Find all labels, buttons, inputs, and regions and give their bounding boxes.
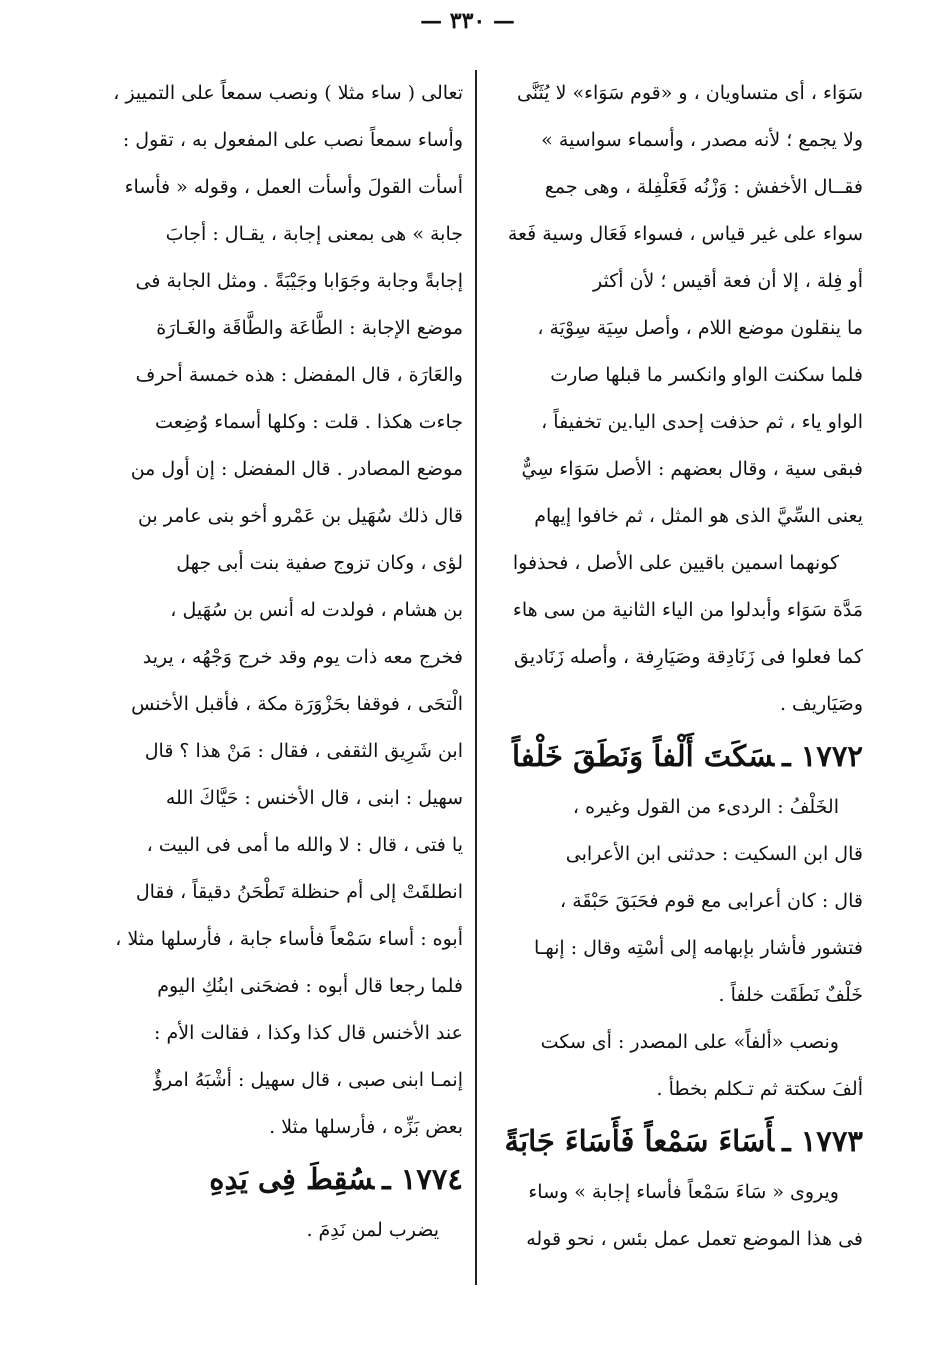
text-line: فخرج معه ذات يوم وقد خرج وَجْهُه ، يريد (142, 646, 463, 668)
text-line: ابن شَرِيق الثقفى ، فقال : مَنْ هذا ؟ قال (144, 740, 463, 762)
text-line: فتشور فأشار بإبهامه إلى أسْتِه وقال : إنهـا (533, 937, 863, 959)
text-line: ويروى « سَاءَ سَمْعاً فأساء إجابة » وساء (528, 1181, 839, 1203)
proverb-title: أَسَاءَ سَمْعاً فَأَسَاءَ جَابَةً (504, 1124, 775, 1158)
text-line: سهيل : ابنى ، قال الأخنس : حَيَّاكَ الله (165, 787, 463, 809)
text-line: ولا يجمع ؛ لأنه مصدر ، وأسماء سواسية » (541, 129, 863, 151)
text-line: بن هشام ، فولدت له أنس بن سُهَيل ، (170, 599, 463, 621)
text-line: وصَيَاريف . (779, 693, 863, 715)
text-line: الْتحَى ، فوقفا بحَزْوَرَة مكة ، فأقبل الأخنس (131, 693, 463, 715)
text-line: الخَلْفُ : الردىء من القول وغيره ، (572, 796, 839, 818)
text-line: فقــال الأخفش : وَزْنُه فَعَلْفِلة ، وهى جمع (544, 176, 863, 198)
text-line: كونهما اسمين باقيين على الأصل ، فحذفوا (512, 552, 839, 574)
text-line: إجابةً وجابة وجَوَابا وجَيْبَةً . ومثل الجابة فى (135, 270, 463, 292)
proverb-number: ١٧٧٣ ـ (782, 1124, 863, 1158)
text-line: موضع الإجابة : الطَّاعَة والطَّاقَة والغَـارَة (156, 317, 463, 339)
text-line: والعَارَة ، قال المفضل : هذه خمسة أحرف (135, 364, 463, 386)
text-line: بعض بَزِّه ، فأرسلها مثلا . (269, 1116, 463, 1138)
proverb-heading-1774 (98, 1151, 463, 1207)
text-line: انطلقَتْ إلى أم حنظلة تَطْحَنُ دقيقاً ، فقال (135, 881, 463, 903)
text-line: أسأت القولَ وأسأت العمل ، وقوله « فأساء (124, 176, 463, 198)
proverb-heading-1772 (495, 728, 863, 784)
right-column (495, 70, 863, 1263)
text-line: يعنى السِّيَّ الذى هو المثل ، ثم خافوا إيهام (534, 505, 863, 527)
text-line: فلما رجعا قال أبوه : فضحَنى ابنُكِ اليوم (157, 975, 463, 997)
text-line: قال ذلك سُهَيل بن عَمْرو أخو بنى عامر بن (137, 505, 463, 527)
column-divider (475, 70, 477, 1285)
text-line: الواو ياء ، ثم حذفت إحدى اليا.ين تخفيفاً ، (541, 411, 863, 433)
text-line: يا فتى ، قال : لا والله ما أمى فى البيت ، (146, 834, 463, 856)
text-line: قال ابن السكيت : حدثنى ابن الأعرابى (565, 843, 863, 865)
proverb-heading-1773 (495, 1113, 863, 1169)
text-line: يضرب لمن نَدِمَ . (306, 1219, 439, 1241)
text-line: ألفَ سكتة ثم تـكلم بخطأ . (656, 1078, 863, 1100)
text-line: قال : كان أعرابى مع قوم فحَبَقَ حَبْقَة ، (560, 890, 863, 912)
page-number: — ٣٣٠ — (420, 8, 515, 34)
proverb-number: ١٧٧٤ ـ (382, 1162, 463, 1196)
text-line: ما ينقلون موضع اللام ، وأصل سِيَة سِوْيَة ، (537, 317, 863, 339)
text-line: أبوه : أساء سَمْعاً فأساء جابة ، فأرسلها مثلا ، (115, 928, 463, 950)
text-line: لؤى ، وكان تزوج صفية بنت أبى جهل (176, 552, 463, 574)
text-line: كما فعلوا فى زَنَادِقة وصَيَارِفة ، وأصله زَنَاديق (514, 646, 863, 668)
text-line: ونصب «ألفاً» على المصدر : أى سكت (540, 1031, 839, 1053)
proverb-title: سُقِطَ فِى يَدِهِ (209, 1162, 375, 1196)
text-line: مَدَّة سَوَاء وأبدلوا من الياء الثانية من سى هاء (512, 599, 863, 621)
text-line: تعالى ( ساء مثلا ) ونصب سمعاً على التمييز ، (113, 82, 463, 104)
proverb-title: سَكَتَ أَلْفاً وَنَطَقَ خَلْفاً (511, 739, 775, 773)
text-line: فى هذا الموضع تعمل عمل بئس ، نحو قوله (526, 1228, 863, 1250)
proverb-number: ١٧٧٢ ـ (782, 739, 863, 773)
text-line: موضع المصادر . قال المفضل : إن أول من (130, 458, 463, 480)
text-line: سواء على غير قياس ، فسواء فَعَال وسية فَعة (507, 223, 863, 245)
text-line: جاءت هكذا . قلت : وكلها أسماء وُضِعت (155, 411, 463, 433)
text-line: خَلْفٌ نَطَقَت خلفاً . (718, 984, 863, 1006)
text-line: فلما سكنت الواو وانكسر ما قبلها صارت (550, 364, 863, 386)
text-line: جابة » هى بمعنى إجابة ، يقـال : أجابَ (165, 223, 463, 245)
text-line: أو فِلة ، إلا أن فعة أقيس ؛ لأن أكثر (593, 270, 863, 292)
left-column (98, 70, 463, 1254)
text-line: إنمـا ابنى صبى ، قال سهيل : أشْبَهُ امرؤٌ (153, 1069, 463, 1091)
text-line: وأساء سمعاً نصب على المفعول به ، تقول : (122, 129, 463, 151)
text-line: عند الأخنس قال كذا وكذا ، فقالت الأم : (154, 1022, 463, 1044)
text-line: فبقى سية ، وقال بعضهم : الأصل سَوَاء سِيٌّ (521, 458, 863, 480)
text-line: سَوَاء ، أى متساويان ، و «قوم سَوَاء» لا يُثَنَّى (516, 82, 863, 104)
